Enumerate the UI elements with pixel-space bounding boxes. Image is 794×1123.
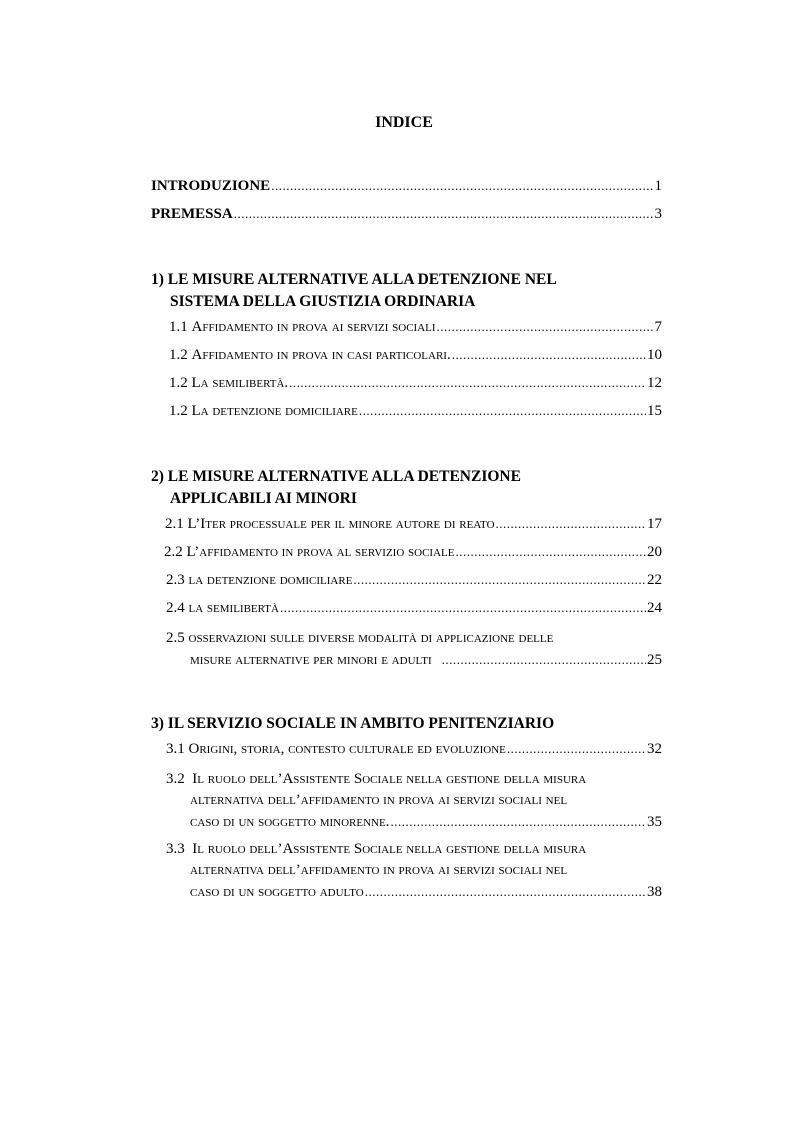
toc-entry-page: 1 [654,178,662,194]
chapter-heading-line: SISTEMA DELLA GIUSTIZIA ORDINARIA [170,293,476,310]
toc-entry-page: 38 [647,884,662,900]
toc-entry[interactable] [169,375,662,392]
toc-entry-label: Il ruolo dell’Assistente Sociale nella gestione della misura [192,771,587,787]
chapter-heading-2 [151,466,521,510]
toc-entry-number: 2.4 [166,600,185,616]
toc-entry-premessa[interactable] [151,206,662,223]
dot-leader [365,881,646,902]
toc-entry-label: osservazioni sulle diverse modalità di applicazione delle [188,630,554,646]
toc-entry[interactable] [166,572,662,589]
toc-entry-page: 20 [647,544,662,560]
toc-entry-label: L’affidamento in prova al servizio sociale [186,544,455,560]
toc-entry-number: 2.3 [166,572,185,588]
toc-entry[interactable] [169,347,662,364]
toc-entry-label: alternativa dell’affidamento in prova ai servizi sociali nel [190,862,568,878]
toc-entry-page: 25 [647,652,662,668]
toc-entry-introduzione[interactable] [151,178,662,195]
page-title: INDICE [375,114,433,131]
chapter-heading-line: 3) IL SERVIZIO SOCIALE IN AMBITO PENITENZIARIO [151,715,555,732]
toc-entry-label: INTRODUZIONE [151,178,271,194]
toc-entry[interactable] [165,516,662,533]
dot-leader [353,572,646,588]
toc-entry-number: 2.5 [166,630,185,646]
toc-entry[interactable] [169,403,662,420]
toc-entry-number: 1.2 [169,375,188,391]
toc-entry-page: 15 [647,403,662,419]
toc-entry-multiline[interactable] [166,769,662,833]
toc-entry-number: 2.1 [165,516,184,532]
toc-entry-label: la detenzione domiciliare [188,572,353,588]
toc-entry-label: La detenzione domiciliare [191,403,358,419]
dot-leader [442,649,646,670]
toc-entry-label: L’Iter processuale per il minore autore di reato [187,516,495,532]
toc-entry-multiline[interactable] [166,839,662,903]
toc-entry-page: 10 [647,347,662,363]
toc-entry-label: La semilibertà. [191,375,289,391]
dot-leader [359,403,646,419]
toc-entry-number: 1.1 [169,319,188,335]
toc-entry[interactable] [166,600,662,617]
dot-leader [455,544,646,560]
dot-leader [507,741,646,757]
toc-entry-page: 32 [647,741,662,757]
toc-entry-multiline[interactable] [166,628,662,671]
toc-entry-label: Affidamento in prova in casi particolari. [191,347,451,363]
toc-entry-label: Il ruolo dell’Assistente Sociale nella gestione della misura [192,841,587,857]
toc-entry[interactable] [164,544,662,561]
toc-entry-page: 24 [647,600,662,616]
chapter-heading-line: APPLICABILI AI MINORI [170,490,357,507]
toc-entry-number: 1.2 [169,403,188,419]
dot-leader [452,347,646,363]
toc-entry-number: 1.2 [169,347,188,363]
toc-entry-number: 3.2 [166,771,185,787]
chapter-heading-1 [151,269,557,313]
dot-leader [390,811,646,832]
toc-entry-number: 3.1 [166,741,185,757]
toc-entry-page: 35 [647,814,662,830]
toc-entry-page: 3 [654,206,662,222]
chapter-heading-line: 1) LE MISURE ALTERNATIVE ALLA DETENZIONE NEL [151,271,557,288]
dot-leader [280,600,646,616]
toc-entry-page: 7 [654,319,662,335]
chapter-heading-line: 2) LE MISURE ALTERNATIVE ALLA DETENZIONE [151,468,521,485]
dot-leader [437,319,654,335]
toc-entry-label: caso di un soggetto minorenne. [190,814,390,830]
toc-entry-label: la semilibertà [188,600,279,616]
toc-entry[interactable] [166,741,662,758]
toc-entry-label: misure alternative per minori e adulti [190,652,432,668]
toc-entry-label: caso di un soggetto adulto [190,884,364,900]
chapter-heading-3 [151,713,554,735]
toc-entry-label: Affidamento in prova ai servizi sociali [191,319,436,335]
toc-entry-page: 12 [647,375,662,391]
dot-leader [234,206,654,222]
toc-entry-number: 2.2 [164,544,183,560]
dot-leader [496,516,646,532]
toc-entry-label: PREMESSA [151,206,233,222]
dot-leader [289,375,646,391]
toc-entry-page: 17 [647,516,662,532]
dot-leader [271,178,653,194]
toc-entry-number: 3.3 [166,841,185,857]
toc-entry-page: 22 [647,572,662,588]
toc-entry-label: Origini, storia, contesto culturale ed evoluzione [188,741,506,757]
toc-entry-label: alternativa dell’affidamento in prova ai servizi sociali nel [190,792,568,808]
toc-entry[interactable] [169,319,662,336]
